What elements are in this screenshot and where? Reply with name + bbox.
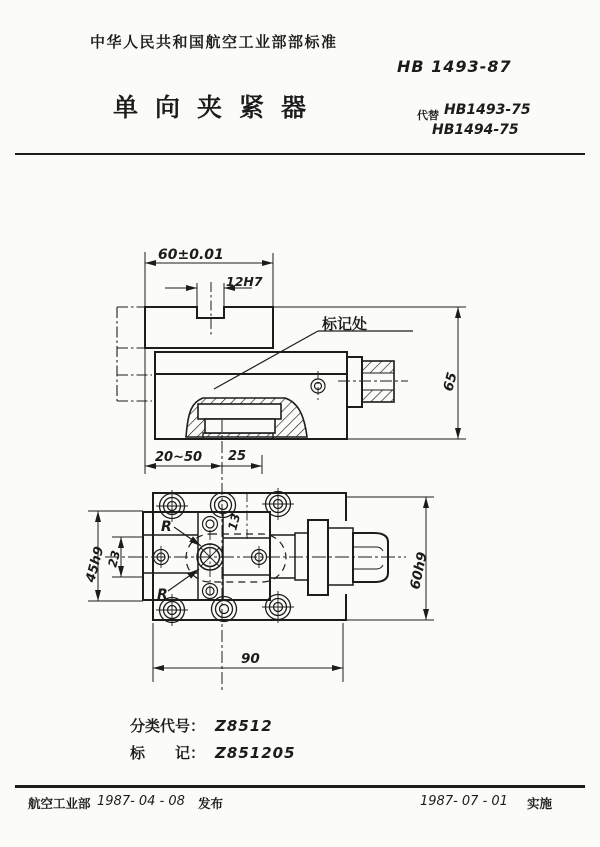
standard-number: HB 1493-87 (397, 57, 512, 76)
phantom-range-lines (117, 307, 152, 401)
classification-marking-label: 标 记： (130, 745, 206, 762)
dim-base-width: 60h9 (407, 550, 431, 591)
dim-radius-2: R (157, 587, 168, 603)
dim-range: 20~50 (155, 450, 203, 465)
org-standard-title: 中华人民共和国航空工业部部标准 (90, 34, 338, 51)
classification-code-row (130, 715, 273, 736)
shaft-collar (347, 357, 362, 407)
classification-marking-value: Z851205 (215, 744, 296, 762)
clamp-plate-outline (145, 307, 273, 348)
rod-hatch-top (362, 361, 394, 373)
dimension-labels (83, 247, 461, 667)
dim-offset: 25 (228, 449, 247, 464)
footer-effective-label: 实施 (527, 797, 553, 811)
classification-code-value: Z8512 (215, 717, 273, 735)
footer-divider (15, 785, 585, 788)
plan-view (105, 488, 406, 626)
screw-hole (311, 371, 325, 402)
footer-issue-label: 发布 (198, 797, 224, 811)
radius-leaders (168, 527, 201, 591)
dim-hole-spacing: 23 (105, 549, 124, 569)
replaced-standard-2: HB1494-75 (432, 122, 519, 138)
plan-view-dimensions (88, 497, 434, 682)
footer-issue-date: 1987- 04 - 08 (97, 794, 185, 809)
callout-marking-text: 标记处 (322, 317, 368, 333)
dim-plate-height: 45h9 (83, 544, 108, 585)
dim-height-side: 65 (440, 370, 461, 394)
document-title: 单向夹紧器 (113, 95, 324, 122)
dim-slot-width: 13 (225, 512, 244, 532)
footer-effective-date: 1987- 07 - 01 (420, 794, 508, 809)
side-view-dimensions (145, 252, 466, 692)
rod-hatch-bottom (362, 390, 394, 402)
footer-issuer: 航空工业部 (28, 797, 91, 811)
dim-slot: 12H7 (226, 274, 263, 289)
side-view (117, 282, 413, 439)
dim-radius-1: R (161, 519, 172, 535)
replaced-standard-1: HB1493-75 (444, 102, 531, 118)
replaces-label: 代替 (417, 110, 439, 122)
boss-keyway-upper (198, 404, 281, 419)
classification-code-label: 分类代号： (130, 718, 206, 735)
boss-keyway-lower (205, 419, 275, 433)
dim-width-top: 60±0.01 (158, 247, 224, 263)
classification-marking-row (130, 742, 296, 763)
dim-base-length: 90 (241, 651, 260, 667)
central-stud (197, 530, 223, 596)
